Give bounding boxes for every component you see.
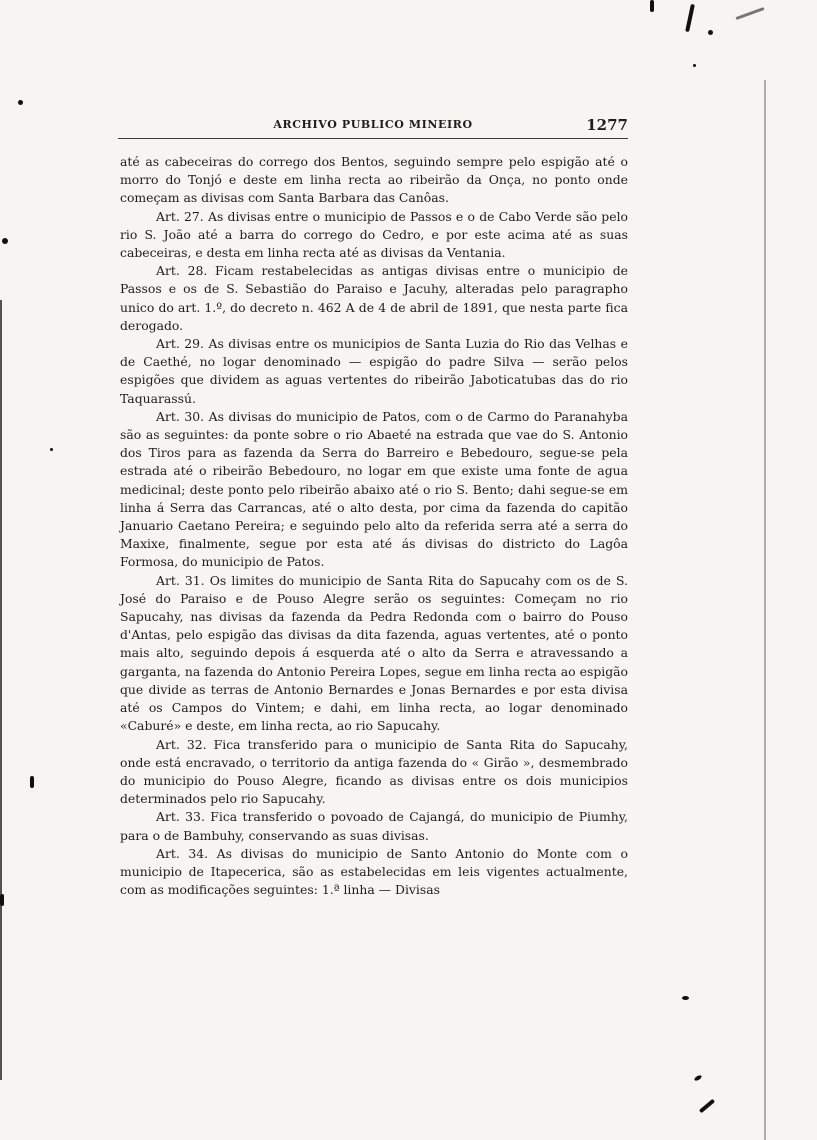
body-text bbox=[120, 153, 628, 899]
article-30: Art. 30. As divisas do municipio de Patos, com o de Carmo do Paranahyba são as seguintes: da ponte sobre o rio Abaeté na estrada que vae do S. Antonio dos Tiros para as fazenda da Serra do Barreiro e Bebedouro, segue-se pela estrada até o ribeirão Bebedouro, no logar em que existe uma fonte de agua medicinal; deste ponto pelo ribeirão abaixo até o rio S. Bento; dahi segue-se em linha á Serra das Carrancas, até o alto desta, por cima da fazenda do capitão Januario Caetano Pereira; e seguindo pelo alto da referida serra até a serra do Maxixe, finalmente, segue por esta até ás divisas do districto do Lagôa Formosa, do municipio de Patos. bbox=[120, 408, 628, 570]
header-title: ARCHIVO PUBLICO MINEIRO bbox=[273, 118, 473, 131]
scan-speck bbox=[2, 238, 8, 244]
scan-speck bbox=[50, 448, 53, 451]
paragraph-continuation: até as cabeceiras do corrego dos Bentos, seguindo sempre pelo espigão até o morro do Tonjó e deste em linha recta ao ribeirão da Onça, no ponto onde começam as divisas com Santa Barbara das Canôas. bbox=[120, 154, 628, 206]
scan-speck bbox=[0, 894, 4, 906]
article-27: Art. 27. As divisas entre o municipio de Passos e o de Cabo Verde são pelo rio S. João até a barra do corrego do Cedro, e por este acima até as suas cabeceiras, e desta em linha recta até as divisas da Ventania. bbox=[120, 208, 628, 261]
scan-speck bbox=[708, 30, 713, 35]
running-header bbox=[118, 118, 628, 138]
page-number: 1277 bbox=[586, 116, 628, 134]
article-31: Art. 31. Os limites do municipio de Santa Rita do Sapucahy com os de S. José do Paraiso e de Pouso Alegre serão os seguintes: Começam no rio Sapucahy, nas divisas da fazenda da Pedra Redonda com o bairro do Pouso d'Antas, pelo espigão das divisas da dita fazenda, aguas vertentes, até o ponto mais alto, seguindo depois á esquerda até o alto da Serra e atravessando a garganta, na fazenda do Antonio Pereira Lopes, segue em linha recta ao espigão que divide as terras de Antonio Bernardes e Jonas Bernardes e por esta divisa até os Campos do Vintem; e dahi, em linha recta, ao logar denominado «Caburé» e deste, em linha recta, ao rio Sapucahy. bbox=[120, 572, 628, 734]
binding-margin-line bbox=[764, 80, 766, 1140]
scan-speck bbox=[735, 7, 764, 20]
article-34: Art. 34. As divisas do municipio de Santo Antonio do Monte com o municipio de Itapecerica, são as estabelecidas em leis vigentes actualmente, com as modificações seguintes: 1.ª linha — Divisas bbox=[120, 845, 628, 898]
header-rule bbox=[118, 138, 628, 139]
scan-speck bbox=[682, 996, 689, 1000]
scan-speck bbox=[699, 1099, 715, 1114]
scan-speck bbox=[650, 0, 654, 12]
scan-speck bbox=[694, 1074, 703, 1081]
article-33: Art. 33. Fica transferido o povoado de Cajangá, do municipio de Piumhy, para o de Bambuhy, conservando as suas divisas. bbox=[120, 809, 628, 843]
page-edge-shadow bbox=[0, 300, 2, 1080]
article-28: Art. 28. Ficam restabelecidas as antigas divisas entre o municipio de Passos e os de S. Sebastião do Paraiso e Jacuhy, alteradas pelo paragrapho unico do art. 1.º, do decreto n. 462 A de 4 de abril de 1891, que nesta parte fica derogado. bbox=[120, 263, 628, 333]
article-32: Art. 32. Fica transferido para o municipio de Santa Rita do Sapucahy, onde está encravado, o territorio da antiga fazenda do « Girão », desmembrado do municipio do Pouso Alegre, ficando as divisas entre os dois municipios determinados pelo rio Sapucahy. bbox=[120, 736, 628, 807]
scan-speck bbox=[18, 100, 23, 105]
scan-speck bbox=[685, 4, 695, 32]
scan-speck bbox=[693, 64, 696, 67]
scan-speck bbox=[30, 776, 34, 788]
article-29: Art. 29. As divisas entre os municipios de Santa Luzia do Rio das Velhas e de Caethé, no logar denominado — espigão do padre Silva — serão pelos espigões que dividem as aguas vertentes do ribeirão Jaboticatubas das do rio Taquarassú. bbox=[120, 336, 628, 406]
